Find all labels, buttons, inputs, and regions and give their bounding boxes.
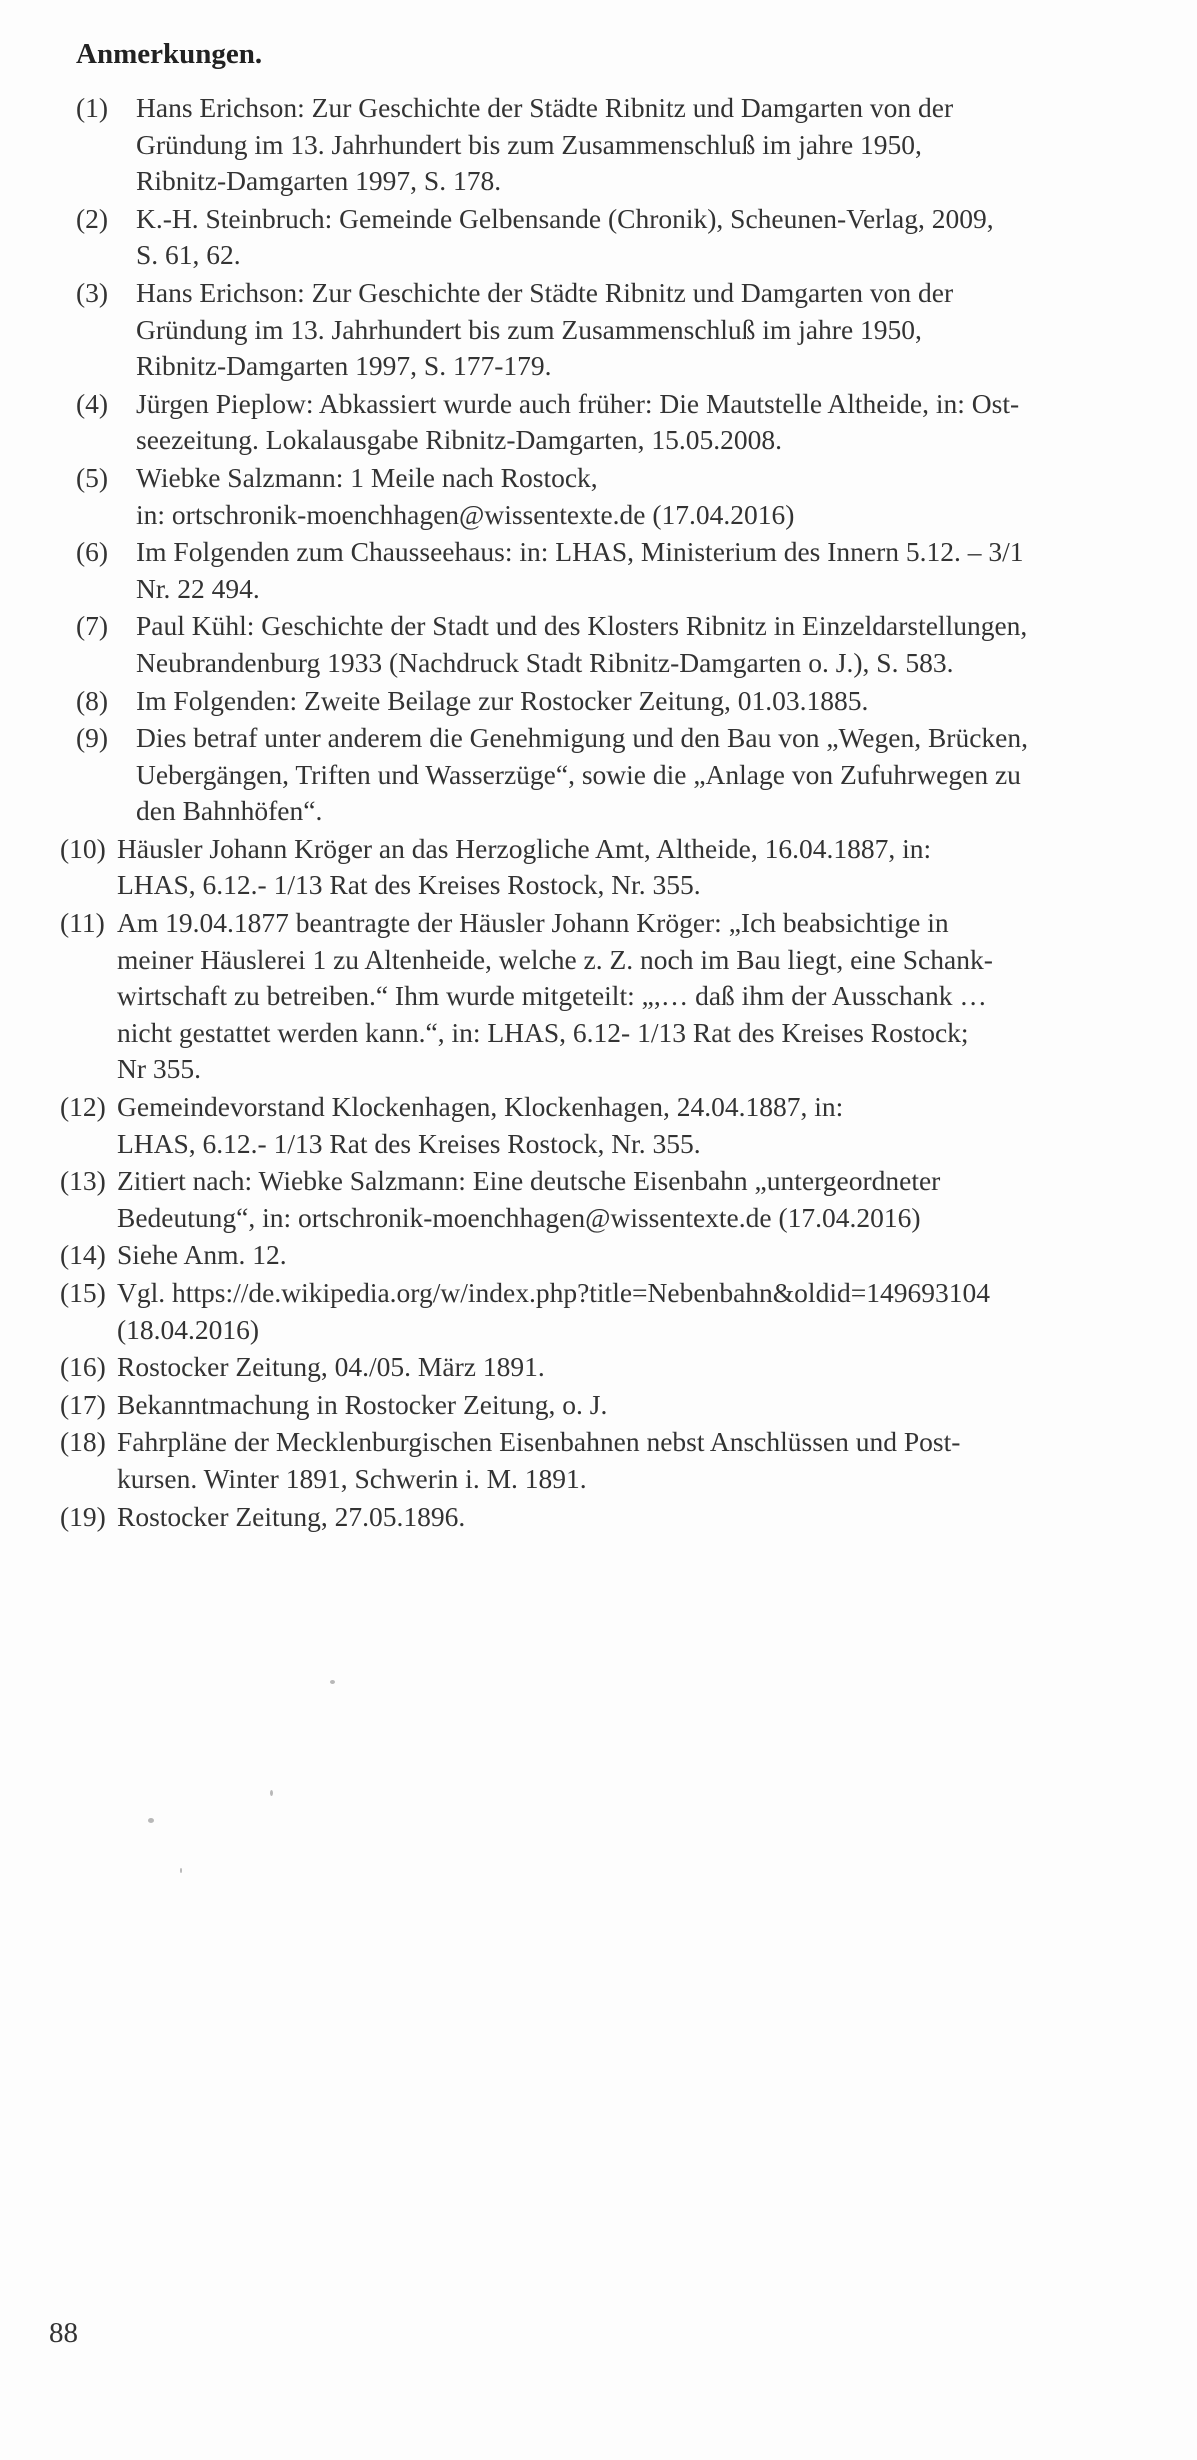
note-text-line: Bekanntmachung in Rostocker Zeitung, o. J. xyxy=(117,1388,608,1420)
note-text-line: Gründung im 13. Jahrhundert bis zum Zusammenschluß im jahre 1950, xyxy=(136,128,922,160)
note-text-line: in: ortschronik-moenchhagen@wissentexte.de (17.04.2016) xyxy=(136,498,795,530)
note-text-line: nicht gestattet werden kann.“, in: LHAS, 6.12- 1/13 Rat des Kreises Rostock; xyxy=(117,1016,969,1048)
note-text-line: Nr. 22 494. xyxy=(136,572,260,604)
note-item xyxy=(60,386,1180,459)
note-item xyxy=(60,534,1180,607)
note-number: (15) xyxy=(60,1277,106,1308)
note-text-line: K.-H. Steinbruch: Gemeinde Gelbensande (Chronik), Scheunen-Verlag, 2009, xyxy=(136,202,994,234)
note-number: (17) xyxy=(60,1388,106,1420)
note-text-line: Im Folgenden: Zweite Beilage zur Rostocker Zeitung, 01.03.1885. xyxy=(136,684,869,716)
notes-list xyxy=(60,90,1180,1536)
note-number: (4) xyxy=(76,387,109,419)
note-text-line: Ribnitz-Damgarten 1997, S. 177-179. xyxy=(136,350,552,382)
note-number: (7) xyxy=(76,610,109,642)
note-item xyxy=(60,683,1180,720)
note-number: (6) xyxy=(76,536,109,568)
note-item xyxy=(60,201,1180,274)
scan-speck xyxy=(270,1790,273,1796)
note-number: (13) xyxy=(60,1165,106,1197)
note-text-line: Wiebke Salzmann: 1 Meile nach Rostock, xyxy=(136,461,598,493)
scan-speck xyxy=(148,1818,154,1823)
note-text-line: Paul Kühl: Geschichte der Stadt und des Klosters Ribnitz in Einzeldarstellungen, xyxy=(136,610,1028,642)
note-number: (10) xyxy=(60,832,106,864)
note-text-line: Gründung im 13. Jahrhundert bis zum Zusammenschluß im jahre 1950, xyxy=(136,313,922,345)
note-text-line: Rostocker Zeitung, 27.05.1896. xyxy=(117,1500,466,1532)
note-item xyxy=(60,831,1180,904)
note-item xyxy=(60,90,1180,200)
note-text-line: meiner Häuslerei 1 zu Altenheide, welche z. Z. noch im Bau liegt, eine Schank- xyxy=(117,943,993,975)
note-item xyxy=(60,1424,1180,1497)
note-text-line: Nr 355. xyxy=(117,1053,202,1085)
note-text-line: LHAS, 6.12.- 1/13 Rat des Kreises Rostock, Nr. 355. xyxy=(117,1127,701,1159)
note-text-line: Bedeutung“, in: ortschronik-moenchhagen@wissentexte.de (17.04.2016) xyxy=(117,1201,921,1233)
note-text-line: Hans Erichson: Zur Geschichte der Städte Ribnitz und Damgarten von der xyxy=(136,276,954,308)
note-number: (1) xyxy=(76,92,109,123)
note-item xyxy=(60,1275,1180,1348)
scan-speck xyxy=(330,1680,335,1684)
note-number: (3) xyxy=(76,276,109,308)
note-text-line: Zitiert nach: Wiebke Salzmann: Eine deutsche Eisenbahn „untergeordneter xyxy=(117,1165,941,1197)
note-text-line: Siehe Anm. 12. xyxy=(117,1239,287,1271)
note-text-line: Am 19.04.1877 beantragte der Häusler Johann Kröger: „Ich beabsichtige in xyxy=(117,907,949,939)
note-number: (19) xyxy=(60,1500,106,1532)
note-text-line: seezeitung. Lokalausgabe Ribnitz-Damgarten, 15.05.2008. xyxy=(136,424,783,456)
note-text-line: LHAS, 6.12.- 1/13 Rat des Kreises Rostock, Nr. 355. xyxy=(117,869,701,901)
note-number: (16) xyxy=(60,1351,106,1383)
note-item xyxy=(60,1499,1180,1536)
note-text-line: S. 61, 62. xyxy=(136,239,241,271)
note-text-line: Rostocker Zeitung, 04./05. März 1891. xyxy=(117,1351,545,1383)
note-number: (5) xyxy=(76,461,109,493)
note-number: (12) xyxy=(60,1091,106,1123)
note-number: (18) xyxy=(60,1426,106,1458)
note-item xyxy=(60,1349,1180,1386)
note-text-line: Ribnitz-Damgarten 1997, S. 178. xyxy=(136,165,502,197)
note-number: (11) xyxy=(60,907,105,939)
note-item xyxy=(60,720,1180,830)
note-item xyxy=(60,1089,1180,1162)
note-text-line: Im Folgenden zum Chausseehaus: in: LHAS, Ministerium des Innern 5.12. – 3/1 xyxy=(136,536,1024,568)
note-number: (2) xyxy=(76,202,109,234)
note-text-line: Uebergängen, Triften und Wasserzüge“, sowie die „Anlage von Zufuhrwegen zu xyxy=(136,758,1021,790)
note-item xyxy=(60,608,1180,681)
note-item xyxy=(60,1387,1180,1424)
page-number: 88 xyxy=(49,2317,78,2349)
note-item xyxy=(60,1237,1180,1274)
note-text-line: (18.04.2016) xyxy=(117,1313,260,1345)
scan-speck xyxy=(180,1868,182,1873)
note-text-line: Jürgen Pieplow: Abkassiert wurde auch früher: Die Mautstelle Altheide, in: Ost- xyxy=(136,387,1020,419)
note-text-line: den Bahnhöfen“. xyxy=(136,795,323,827)
note-text-line: Gemeindevorstand Klockenhagen, Klockenhagen, 24.04.1887, in: xyxy=(117,1091,844,1123)
note-text-line: Dies betraf unter anderem die Genehmigung und den Bau von „Wegen, Brücken, xyxy=(136,722,1029,754)
note-text-line: Häusler Johann Kröger an das Herzogliche Amt, Altheide, 16.04.1887, in: xyxy=(117,832,932,864)
note-item xyxy=(60,1163,1180,1236)
note-text-line: Fahrpläne der Mecklenburgischen Eisenbahnen nebst Anschlüssen und Post- xyxy=(117,1426,961,1458)
note-item xyxy=(60,460,1180,533)
note-text-line: Neubrandenburg 1933 (Nachdruck Stadt Ribnitz-Damgarten o. J.), S. 583. xyxy=(136,646,954,678)
note-item xyxy=(60,275,1180,385)
note-text-line: wirtschaft zu betreiben.“ Ihm wurde mitgeteilt: „,… daß ihm der Ausschank … xyxy=(117,980,987,1012)
note-number: (9) xyxy=(76,722,109,754)
note-number: (8) xyxy=(76,684,109,716)
note-text-line: kursen. Winter 1891, Schwerin i. M. 1891. xyxy=(117,1462,587,1494)
note-text-line: Vgl. https://de.wikipedia.org/w/index.php?title=Nebenbahn&oldid=149693104 xyxy=(117,1277,990,1308)
note-number: (14) xyxy=(60,1239,106,1271)
notes-heading: Anmerkungen. xyxy=(76,38,263,70)
note-text-line: Hans Erichson: Zur Geschichte der Städte Ribnitz und Damgarten von der xyxy=(136,92,954,123)
note-item xyxy=(60,905,1180,1088)
